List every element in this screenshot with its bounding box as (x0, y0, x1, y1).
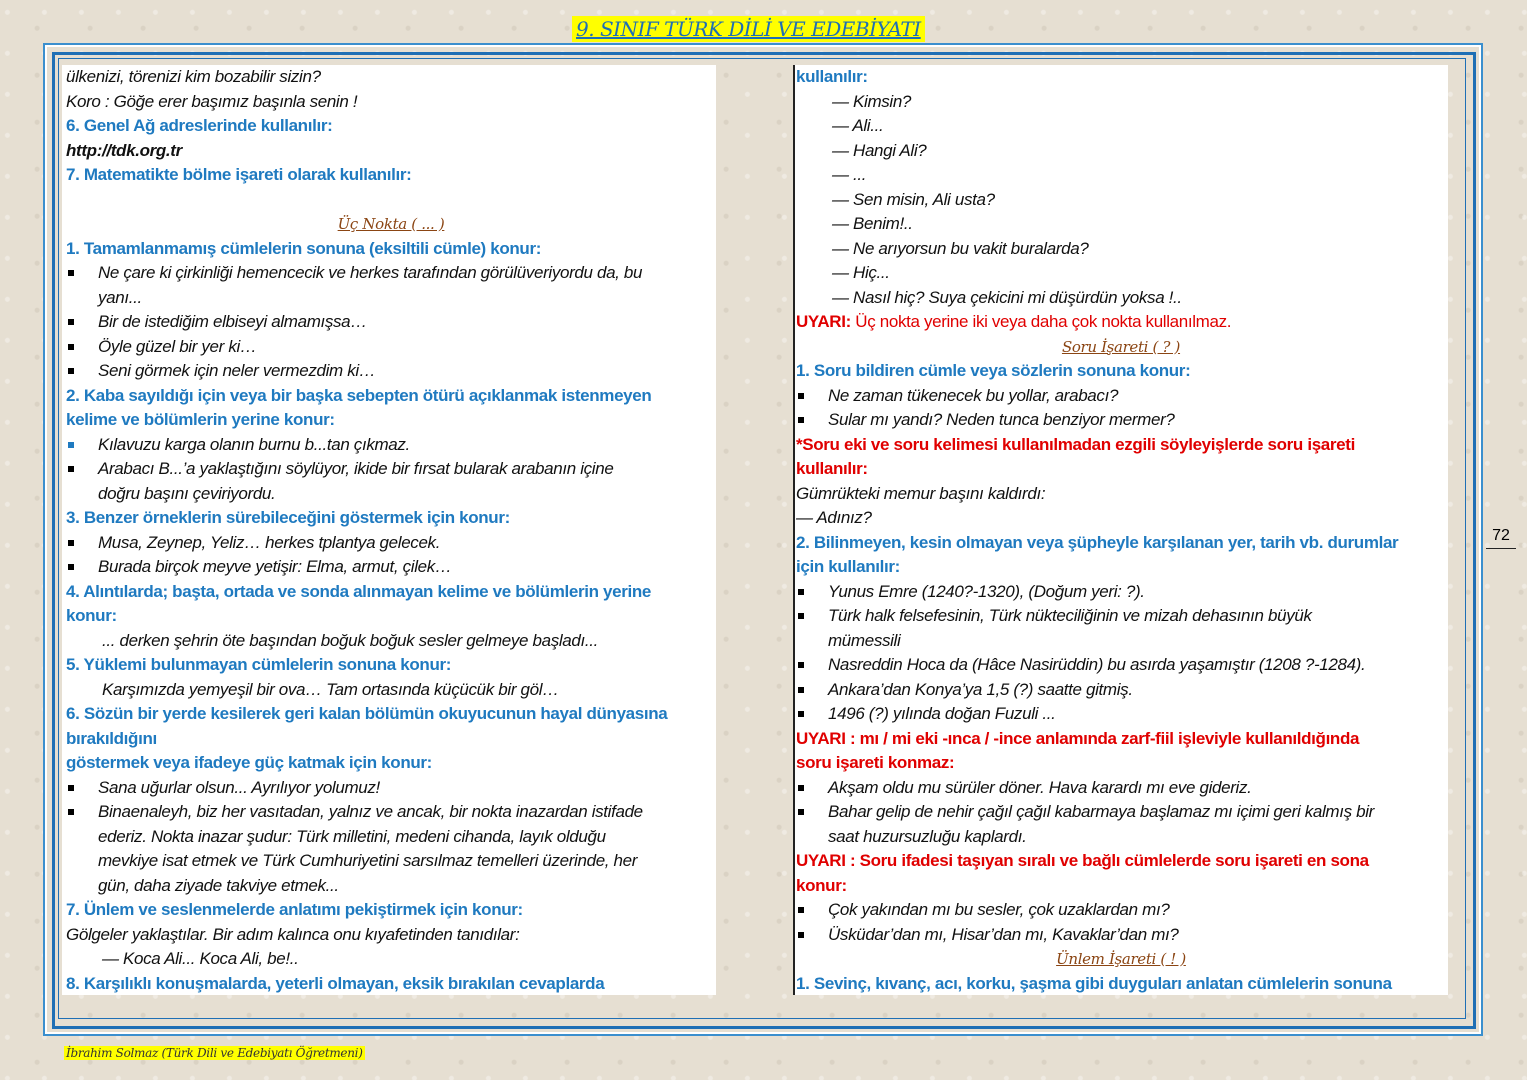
bullet-item: Sular mı yandı? Neden tunca benziyor mermer? (796, 408, 1446, 433)
section-heading: 1. Soru bildiren cümle veya sözlerin sonuna konur: (796, 361, 1191, 380)
section-heading: bırakıldığını (66, 728, 157, 748)
section-heading: 5. Yüklemi bulunmayan cümlelerin sonuna konur: (66, 655, 452, 674)
bullet-item: Öyle güzel bir yer ki… (66, 335, 716, 360)
example-line: — Nasıl hiç? Suya çekicini mi düşürdün yoksa !.. (832, 287, 1182, 307)
section-heading: 4. Alıntılarda; başta, ortada ve sonda alınmayan kelime ve bölümlerin yerine (66, 581, 651, 601)
bullet-item: Burada birçok meyve yetişir: Elma, armut, çilek… (66, 555, 716, 580)
section-heading: 1. Tamamlanmamış cümlelerin sonuna (eksiltili cümle) konur: (66, 238, 542, 258)
url-line: http://tdk.org.tr (66, 140, 182, 160)
subsection-title: Soru İşareti ( ? ) (1061, 337, 1181, 356)
example-line: Karşımızda yemyeşil bir ova… Tam ortasında küçücük bir göl… (102, 679, 559, 699)
bullet-item: Seni görmek için neler vermezdim ki… (66, 359, 716, 384)
example-line: — Sen misin, Ali usta? (832, 189, 995, 209)
bullet-item: Bir de istediğim elbiseyi almamışsa… (66, 310, 716, 335)
bullet-continuation: doğru başını çeviriyordu. (98, 483, 276, 503)
bullet-continuation: saat huzursuzluğu kaplardı. (828, 826, 1027, 846)
bullet-item: 1496 (?) yılında doğan Fuzuli ... (796, 702, 1446, 727)
bullet-item: Üsküdar’dan mı, Hisar’dan mı, Kavaklar’dan mı? (796, 923, 1446, 948)
bullet-item: Nasreddin Hoca da (Hâce Nasirüddin) bu asırda yaşamıştır (1208 ?-1284). (796, 653, 1446, 678)
text-line: ülkenizi, törenizi kim bozabilir sizin? (66, 67, 321, 86)
section-heading: 3. Benzer örneklerin sürebileceğini göstermek için konur: (66, 508, 510, 527)
warning-text: Üç nokta yerine iki veya daha çok nokta kullanılmaz. (850, 312, 1232, 331)
bullet-item: Sana uğurlar olsun... Ayrılıyor yolumuz! (66, 776, 716, 801)
warning-line: kullanılır: (796, 459, 868, 478)
example-line: — Kimsin? (832, 91, 912, 111)
example-line: — ... (832, 165, 867, 184)
bullet-continuation: gün, daha ziyade takviye etmek... (98, 875, 339, 895)
section-heading: 1. Sevinç, kıvanç, acı, korku, şaşma gibi duyguları anlatan cümlelerin sonuna (796, 973, 1392, 993)
subsection-title: Üç Nokta ( ... ) (337, 215, 445, 233)
text-line: — Adınız? (796, 508, 872, 527)
example-line: — Ali... (832, 116, 884, 135)
bullet-item: Bahar gelip de nehir çağıl çağıl kabarmaya başlamaz mı içimi geri kalmış bir (796, 800, 1446, 825)
bullet-item: Ne çare ki çirkinliği hemencecik ve herkes tarafından görülüveriyordu da, bu (66, 261, 716, 286)
section-heading: 7. Ünlem ve seslenmelerde anlatımı pekiştirmek için konur: (66, 900, 523, 919)
author-footer: İbrahim Solmaz (Türk Dili ve Edebiyatı Öğretmeni) (66, 1046, 363, 1060)
warning-line: soru işareti konmaz: (796, 753, 955, 772)
section-heading: 2. Kaba sayıldığı için veya bir başka sebepten ötürü açıklanmak istenmeyen (66, 385, 652, 405)
example-line: — Hiç... (832, 263, 890, 282)
bullet-item: Türk halk felsefesinin, Türk nükteciliğinin ve mizah dehasının büyük (796, 604, 1446, 629)
bullet-item: Arabacı B...’a yaklaştığını söylüyor, ikide bir fırsat bularak arabanın içine (66, 457, 716, 482)
example-line: ... derken şehrin öte başından boğuk boğuk sesler gelmeye başladı... (102, 630, 598, 650)
bullet-continuation: ederiz. Nokta inazar şudur: Türk milletini, medeni cihanda, layık olduğu (98, 826, 606, 846)
page-title: 9. SINIF TÜRK DİLİ VE EDEBİYATI (572, 16, 925, 42)
bullet-continuation: mevkiye isat etmek ve Türk Cumhuriyetini sarsılmaz temelleri üzerinde, her (98, 851, 638, 870)
section-heading: konur: (66, 606, 117, 625)
warning-line: *Soru eki ve soru kelimesi kullanılmadan ezgili söyleyişlerde soru işareti (796, 434, 1355, 454)
bullet-item: Çok yakından mı bu sesler, çok uzaklardan mı? (796, 898, 1446, 923)
example-line: — Koca Ali... Koca Ali, be!.. (102, 949, 299, 968)
text-line: Koro : Göğe erer başımız başınla senin ! (66, 91, 358, 111)
section-heading: göstermek veya ifadeye güç katmak için konur: (66, 753, 432, 772)
bullet-continuation: mümessili (828, 630, 901, 650)
left-column (66, 65, 716, 996)
section-heading: 2. Bilinmeyen, kesin olmayan veya şüpheyle karşılanan yer, tarih vb. durumlar (796, 532, 1399, 552)
section-heading: için kullanılır: (796, 557, 900, 576)
section-heading: 8. Karşılıklı konuşmalarda, yeterli olmayan, eksik bırakılan cevaplarda (66, 973, 605, 993)
section-heading: 6. Sözün bir yerde kesilerek geri kalan bölümün okuyucunun hayal dünyasına (66, 704, 668, 723)
example-line: — Ne arıyorsun bu vakit buralarda? (832, 238, 1089, 258)
section-heading: kelime ve bölümlerin yerine konur: (66, 410, 335, 429)
example-line: — Hangi Ali? (832, 140, 927, 160)
bullet-continuation: yanı... (98, 287, 142, 307)
warning-line: konur: (796, 875, 847, 895)
warning-line: UYARI : Soru ifadesi taşıyan sıralı ve bağlı cümlelerde soru işareti en sona (796, 851, 1369, 870)
warning-label: UYARI: (796, 312, 851, 331)
warning-line: UYARI : mı / mi eki -ınca / -ince anlamında zarf-fiil işleviyle kullanıldığında (796, 728, 1360, 748)
bullet-item: Kılavuzu karga olanın burnu b...tan çıkmaz. (66, 433, 716, 458)
text-line (66, 188, 716, 213)
bullet-item: Ankara’dan Konya’ya 1,5 (?) saatte gitmiş. (796, 678, 1446, 703)
bullet-item: Ne zaman tükenecek bu yollar, arabacı? (796, 384, 1446, 409)
subsection-title: Ünlem İşareti ( ! ) (1056, 950, 1186, 968)
page-number: 72 (1486, 527, 1516, 549)
bullet-item: Akşam oldu mu sürüler döner. Hava karardı mı eve gideriz. (796, 776, 1446, 801)
section-heading: kullanılır: (796, 67, 868, 86)
text-line: Gümrükteki memur başını kaldırdı: (796, 483, 1046, 503)
bullet-item: Yunus Emre (1240?-1320), (Doğum yeri: ?). (796, 580, 1446, 605)
right-column (796, 65, 1446, 996)
bullet-item: Binaenaleyh, biz her vasıtadan, yalnız ve ancak, bir nokta inazardan istifade (66, 800, 716, 825)
section-heading: 7. Matematikte bölme işareti olarak kullanılır: (66, 165, 412, 184)
section-heading: 6. Genel Ağ adreslerinde kullanılır: (66, 116, 333, 135)
bullet-item: Musa, Zeynep, Yeliz… herkes tplantya gelecek. (66, 531, 716, 556)
warning-line (796, 310, 1446, 335)
text-line: Gölgeler yaklaştılar. Bir adım kalınca onu kıyafetinden tanıdılar: (66, 924, 520, 944)
example-line: — Benim!.. (832, 214, 913, 233)
